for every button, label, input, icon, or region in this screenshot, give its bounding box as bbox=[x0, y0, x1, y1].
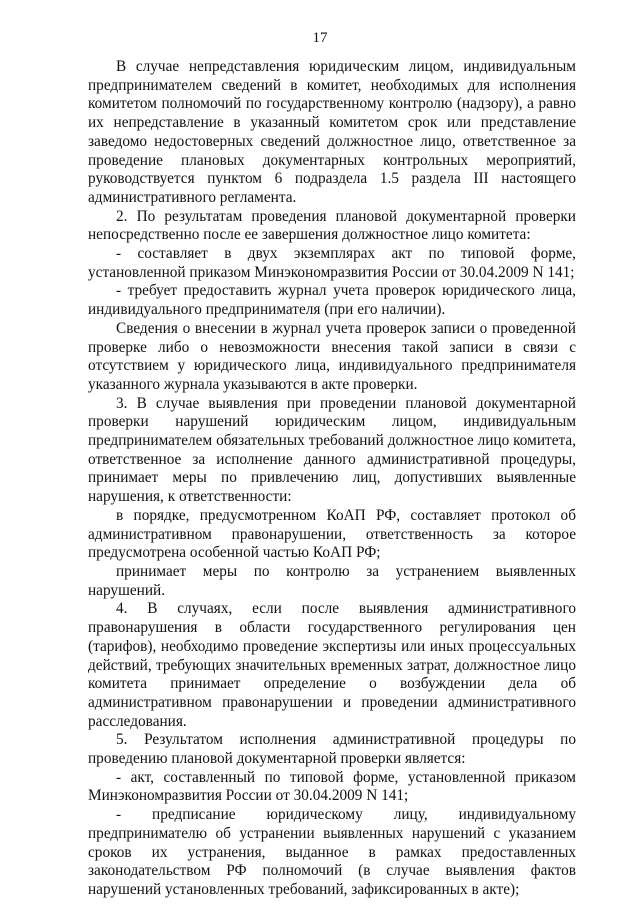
paragraph: - акт, составленный по типовой форме, установленной приказом Минэкономразвития России от 30.04.2009 N 141; bbox=[88, 768, 576, 805]
paragraph: Сведения о внесении в журнал учета проверок записи о проведенной проверке либо о невозможности внесения такой записи в связи с отсутствием у юридического лица, индивидуального предпринимателя указанного журнала указываются в акте проверки. bbox=[88, 319, 576, 393]
paragraph: 3. В случае выявления при проведении плановой документарной проверки нарушений юридическим лицом, индивидуальным предпринимателем обязательных требований должностное лицо комитета, ответственное за исполнение данного административной процедуры, принимает меры по привлечению лиц, допустивших выявленные нарушения, к ответственности: bbox=[88, 394, 576, 506]
paragraph: 2. По результатам проведения плановой документарной проверки непосредственно после ее завершения должностное лицо комитета: bbox=[88, 207, 576, 244]
paragraph: принимает меры по контролю за устранением выявленных нарушений. bbox=[88, 562, 576, 599]
page-number: 17 bbox=[312, 30, 328, 46]
paragraph: 4. В случаях, если после выявления административного правонарушения в области государственного регулирования цен (тарифов), необходимо проведение экспертизы или иных процессуальных действий, требующих значительных временных затрат, должностное лицо комитета принимает определение о возбуждении дела об административном правонарушении и проведении административного расследования. bbox=[88, 600, 576, 730]
paragraph: В случае непредставления юридическим лицом, индивидуальным предпринимателем сведений в комитет, необходимых для исполнения комитетом полномочий по государственному контролю (надзору), а равно их непредставление в указанный комитетом срок или представление заведомо недостоверных сведений должностное лицо, ответственное за проведение плановых документарных контрольных мероприятий, руководствуется пунктом 6 подраздела 1.5 раздела III настоящего административного регламента. bbox=[88, 58, 576, 206]
paragraph: в порядке, предусмотренном КоАП РФ, составляет протокол об административном правонарушении, ответственность за которое предусмотрена особенной частью КоАП РФ; bbox=[88, 506, 576, 562]
paragraph: - предписание юридическому лицу, индивидуальному предпринимателю об устранении выявленных нарушений с указанием сроков их устранения, выданное в рамках предоставленных законодательством РФ полномочий (в случае выявления фактов нарушений установленных требований, зафиксированных в акте); bbox=[88, 806, 576, 898]
paragraph: - составляет в двух экземплярах акт по типовой форме, установленной приказом Минэкономразвития России от 30.04.2009 N 141; bbox=[88, 245, 576, 281]
paragraph: 5. Результатом исполнения административной процедуры по проведению плановой документарной проверки является: bbox=[88, 731, 576, 768]
paragraph: - требует предоставить журнал учета проверок юридического лица, индивидуального предпринимателя (при его наличии). bbox=[88, 282, 576, 319]
document-body bbox=[88, 58, 576, 900]
